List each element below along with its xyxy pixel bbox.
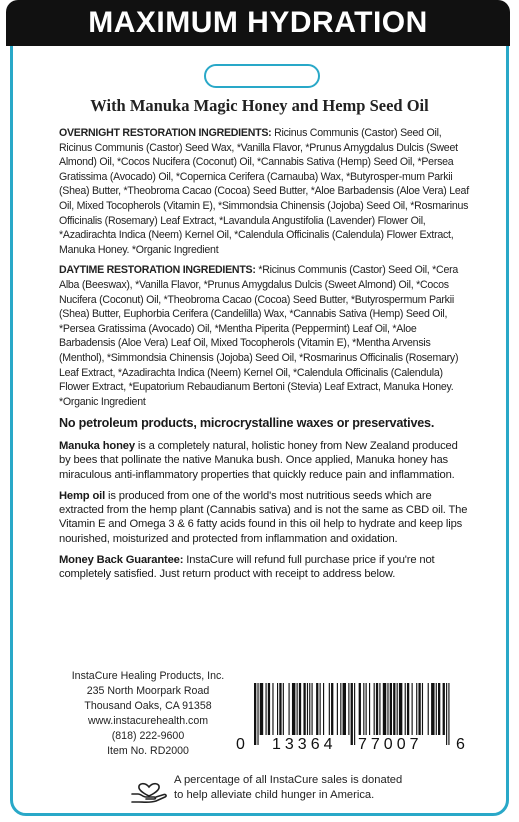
barcode-first-digit: 0 bbox=[236, 736, 245, 753]
donation-line-2: to help alleviate child hunger in America. bbox=[174, 789, 375, 801]
guarantee-lead: Money Back Guarantee: bbox=[59, 553, 184, 566]
manuka-paragraph bbox=[59, 439, 471, 482]
barcode-bar bbox=[436, 683, 437, 735]
barcode-bar bbox=[331, 683, 333, 735]
hemp-paragraph bbox=[59, 489, 471, 546]
heart-hand-icon bbox=[130, 772, 168, 804]
page-title: MAXIMUM HYDRATION bbox=[88, 6, 428, 39]
barcode-bar bbox=[399, 683, 402, 735]
barcode-bar bbox=[307, 683, 308, 735]
company-website: www.instacurehealth.com bbox=[87, 715, 209, 727]
overnight-text: Ricinus Communis (Castor) Seed Oil, Ricinus Communis (Castor) Seed Wax, *Vanilla Flavor, *Prunus Amygdalus Dulcis (Sweet Almond) Oil, *Cocos Nucifera (Coconut) Oil, *Cannabis Sativa (Hemp) Seed Oil, *Persea Gratissima (Avocado) Oil, *Copernica Cerifera (Carnauba) Wax, *Butyrosper-mum Parkii (Shea) Butter, *Theobroma Cacao (Cocoa) Seed Butter, *Aloe Barbadensis (Aloe Vera) Leaf Oil, Mixed Tocopherols (Vitamin E), *Simmondsia Chinensis (Jojoba) Seed Oil, *Rosmarinus Officinalis (Rosemary) Leaf Extract, *Lavandula Angustifolia (Lavender) Flower Oil, *Azadirachta Indica (Neem) Kernel Oil, *Calendula Officinalis (Calendula) Flower Extract, Manuka Honey. *Organic Ingredient bbox=[59, 127, 469, 256]
guarantee-paragraph bbox=[59, 553, 471, 581]
barcode-bar bbox=[405, 683, 406, 735]
hemp-text: is produced from one of the world's most nutritious seeds which are extracted from the hemp plant (Cannabis sativa) and is not the same as CBD oil. The Vitamin E and Omega 3 & 6 fatty acids found in this oil help to hydrate and keep lips nourished, moisturized and protected from inflammation and oxidation. bbox=[59, 489, 468, 545]
barcode-bar bbox=[257, 683, 258, 745]
barcode-bar bbox=[412, 683, 413, 735]
barcode-bar bbox=[316, 683, 318, 735]
barcode-bar bbox=[390, 683, 392, 735]
barcode-bar bbox=[260, 683, 263, 735]
barcode-bar bbox=[448, 683, 449, 745]
overnight-ingredients bbox=[59, 126, 471, 257]
daytime-ingredients bbox=[59, 263, 471, 409]
barcode-bar bbox=[351, 683, 353, 745]
barcode-left-digits: 13364 bbox=[272, 736, 337, 753]
barcode-bar bbox=[366, 683, 367, 735]
barcode-bar bbox=[329, 683, 330, 735]
barcode-bar bbox=[374, 683, 375, 735]
daytime-text: *Ricinus Communis (Castor) Seed Oil, *Cera Alba (Beeswax), *Vanilla Flavor, *Prunus Amygdalus Dulcis (Sweet Almond) Oil, *Cocos Nucifera (Coconut) Oil, *Theobroma Cacao (Cocoa) Seed Butter, *Butyrospermum Parkii (Shea) Butter, Euphorbia Cerifera (Candelilla) Wax, *Cannabis Sativa (Hemp) Seed Oil, *Persea Gratissima (Avocado) Oil, *Mentha Piperita (Peppermint) Leaf Oil, *Aloe Barbadensis (Aloe Vera) Leaf Oil, Mixed Tocopherols (Vitamin E), *Mentha Arvensis (Menthol), *Simmondsia Chinensis (Jojoba) Seed Oil, *Rosmarinus Officinalis (Rosemary) Leaf Extract, *Azadirachta Indica (Neem) Kernel Oil, *Calendula Officinalis (Calendula) Flower Extract, *Eupatorium Rebaudianum Bertoni (Stevia) Leaf Extract, Manuka Honey. *Organic Ingredient bbox=[59, 264, 459, 408]
barcode-bar bbox=[407, 683, 409, 735]
barcode-bar bbox=[309, 683, 310, 735]
barcode-bar bbox=[443, 683, 445, 735]
barcode-bar bbox=[431, 683, 434, 735]
barcode-bar bbox=[283, 683, 284, 735]
barcode-bar bbox=[363, 683, 364, 735]
company-phone: (818) 222-9600 bbox=[111, 730, 185, 742]
barcode-bar bbox=[369, 683, 370, 735]
barcode-bar bbox=[266, 683, 267, 735]
barcode-bar bbox=[268, 683, 270, 735]
barcode-bar bbox=[387, 683, 388, 735]
barcode-bar bbox=[383, 683, 386, 735]
barcode-bar bbox=[348, 683, 349, 735]
no-petroleum-notice: No petroleum products, microcrystalline waxes or preservatives. bbox=[59, 416, 435, 431]
header-banner bbox=[6, 0, 510, 46]
guarantee-text: InstaCure will refund full purchase price if you're not completely satisfied. Just return product with receipt to address below. bbox=[59, 553, 435, 580]
barcode-bar bbox=[418, 683, 420, 735]
barcode-bar bbox=[393, 683, 395, 735]
barcode-bar bbox=[376, 683, 378, 735]
barcode-bar bbox=[379, 683, 380, 735]
barcode-bar bbox=[446, 683, 447, 745]
barcode-bar bbox=[422, 683, 423, 735]
company-street: 235 North Moorpark Road bbox=[86, 685, 210, 697]
donation-line-1: A percentage of all InstaCure sales is donated bbox=[174, 774, 403, 786]
barcode-bar bbox=[254, 683, 256, 745]
hang-tab-slot bbox=[204, 64, 320, 88]
barcode-last-digit: 6 bbox=[456, 736, 465, 753]
barcode-bar bbox=[343, 683, 346, 735]
barcode-bar bbox=[303, 683, 305, 735]
donation-text bbox=[174, 773, 402, 803]
company-address bbox=[48, 669, 248, 759]
barcode-bar bbox=[292, 683, 295, 735]
barcode-bar bbox=[337, 683, 338, 735]
hemp-lead: Hemp oil bbox=[59, 489, 106, 502]
overnight-heading: OVERNIGHT RESTORATION INGREDIENTS: bbox=[59, 127, 272, 139]
barcode-bar bbox=[320, 683, 321, 735]
manuka-lead: Manuka honey bbox=[59, 440, 135, 453]
barcode-bar bbox=[289, 683, 290, 735]
barcode-bar bbox=[297, 683, 298, 735]
manuka-text: is a completely natural, holistic honey from New Zealand produced by bees that pollinate the native Manuka bush. Once applied, Manuka honey has miraculous anti-inflammatory properties that quickly reduce pain and inflammation. bbox=[59, 440, 458, 481]
barcode-bar bbox=[397, 683, 398, 735]
subtitle: With Manuka Magic Honey and Hemp Seed Oil bbox=[90, 96, 429, 115]
company-city: Thousand Oaks, CA 91358 bbox=[84, 700, 212, 712]
barcode-bar bbox=[277, 683, 278, 735]
barcode-bar bbox=[312, 683, 313, 735]
barcode-bar bbox=[272, 683, 273, 735]
barcode-bar bbox=[416, 683, 417, 735]
barcode-bar bbox=[299, 683, 301, 735]
daytime-heading: DAYTIME RESTORATION INGREDIENTS: bbox=[59, 264, 256, 277]
barcode-bar bbox=[323, 683, 324, 735]
barcode-bar bbox=[359, 683, 361, 735]
barcode-bar bbox=[438, 683, 440, 735]
barcode-bar bbox=[428, 683, 429, 735]
barcode-bar bbox=[340, 683, 341, 735]
company-name: InstaCure Healing Products, Inc. bbox=[71, 670, 225, 682]
label-content bbox=[59, 126, 471, 588]
barcode-right-digits: 77007 bbox=[358, 736, 423, 753]
barcode-bar bbox=[279, 683, 281, 735]
item-number: Item No. RD2000 bbox=[107, 745, 189, 757]
upc-barcode bbox=[236, 683, 465, 759]
